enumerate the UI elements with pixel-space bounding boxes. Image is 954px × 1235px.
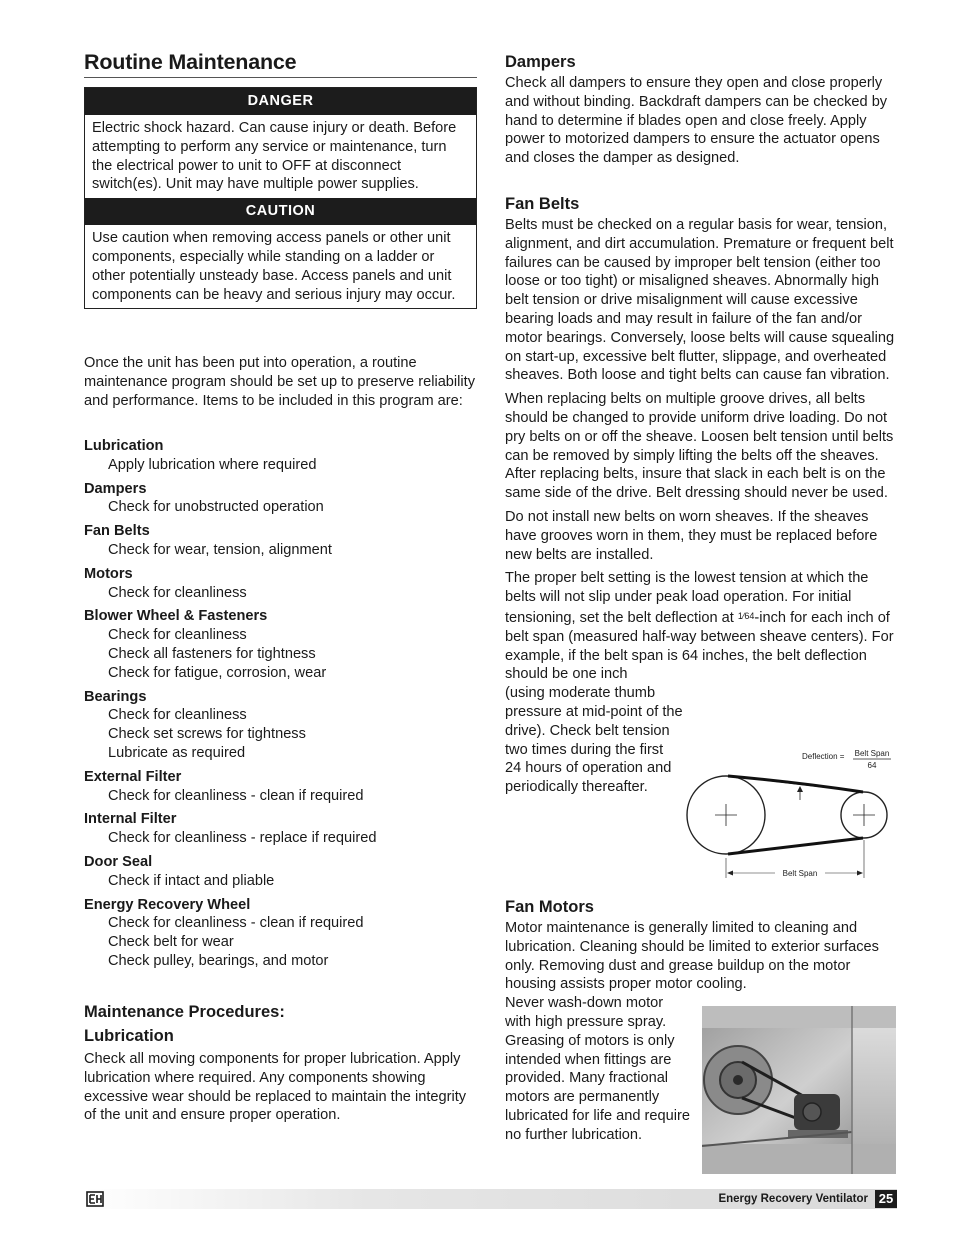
belt-tension-text-b: -inch for each inch of belt span (measured half-way between sheave centers). For example, if the belt span is 64 inches, the belt deflection should be one inch xyxy=(505,609,894,683)
checklist-task: Check for cleanliness - clean if required xyxy=(108,787,364,804)
title-rule xyxy=(84,77,477,78)
fan-belts-wrap-text: (using moderate thumb pressure at mid-point of the drive). Check belt tension two times during the first 24 hours of operation and periodically thereafter. xyxy=(505,685,683,796)
pulley-hub xyxy=(733,1075,743,1085)
checklist-item xyxy=(84,688,477,763)
fan-belts-paragraph-3: Do not install new belts on worn sheaves. If the sheaves have grooves worn in them, they must be replaced before new belts are installed. xyxy=(505,508,878,563)
fan-belts-heading: Fan Belts xyxy=(505,195,580,213)
footer-product-name: Energy Recovery Ventilator xyxy=(718,1193,868,1205)
checklist-task: Check all fasteners for tightness xyxy=(108,645,316,662)
checklist-task: Check for wear, tension, alignment xyxy=(108,541,332,558)
procedures-heading: Maintenance Procedures: xyxy=(84,1003,285,1021)
checklist-task: Check set screws for tightness xyxy=(108,726,306,743)
checklist-item xyxy=(84,853,477,891)
checklist-item xyxy=(84,480,477,518)
checklist-heading: Motors xyxy=(84,565,133,582)
checklist-item xyxy=(84,896,477,971)
checklist-task: Check for fatigue, corrosion, wear xyxy=(108,664,327,681)
dampers-section xyxy=(505,50,897,168)
belt-deflection-diagram xyxy=(683,742,897,882)
span-label: Belt Span xyxy=(782,869,818,878)
page-title: Routine Maintenance xyxy=(84,50,297,74)
span-arrowhead-right xyxy=(857,871,863,876)
checklist-task: Check for cleanliness - clean if required xyxy=(108,915,364,932)
checklist-heading: Dampers xyxy=(84,480,147,497)
checklist-item xyxy=(84,768,477,806)
danger-heading: DANGER xyxy=(85,88,476,115)
checklist-item xyxy=(84,607,477,682)
fan-motors-wrap-text: Never wash-down motor with high pressure spray. Greasing of motors is only intended when fittings are provided. Many fractional motors are permanently lubricated for life and require no further lubrication. xyxy=(505,995,690,1143)
company-logo-icon xyxy=(86,1191,104,1207)
fan-belts-paragraph-2: When replacing belts on multiple groove drives, all belts should be changed to provide uniform drive loading. Do not pry belts on or off the sheave. Loosen belt tension until belts can be removed by simply lifting the belts off the sheaves. After replacing belts, insure that slack in each belt is on the same side of the drive. Belt dressing should never be used. xyxy=(505,391,894,502)
fan-belts-paragraph-4 xyxy=(505,569,897,684)
checklist-task: Check for cleanliness - replace if required xyxy=(108,830,377,847)
procedures-section xyxy=(84,1000,477,1125)
checklist-task: Check for cleanliness xyxy=(108,627,247,644)
maintenance-checklist xyxy=(84,437,477,976)
safety-box xyxy=(84,87,477,309)
fraction-one-sixty-fourth: 1⁄64 xyxy=(737,610,755,621)
fan-motors-text: Motor maintenance is generally limited to cleaning and lubrication. Cleaning should be limited to exterior surfaces only. Removing dust and grease buildup on the motor housing assists proper motor cooling. xyxy=(505,920,879,993)
checklist-task: Lubricate as required xyxy=(108,744,246,761)
fan-belts-paragraph-1: Belts must be checked on a regular basis for wear, tension, alignment, and dirt accumulation. Premature or frequent belt failures can be caused by improper belt tension (either too loose or too tight) or misaligned sheaves. Abnormally high belt tension or drive misalignment will cause excessive bearing loads and may result in failure of the fan and/or motor bearings. Conversely, loose belts will cause squealing on start-up, excessive belt flutter, slippage, and overheated sheaves. Both loose and tight belts can cause fan vibration. xyxy=(505,217,895,384)
lubrication-heading: Lubrication xyxy=(84,1027,174,1045)
lubrication-text: Check all moving components for proper lubrication. Apply lubrication where required. Any components showing excessive wear should be replaced to maintain the integrity of the unit and ensure proper operation. xyxy=(84,1051,467,1124)
checklist-task: Apply lubrication where required xyxy=(108,456,317,473)
checklist-heading: Fan Belts xyxy=(84,523,150,540)
belt-tension-text-a: The proper belt setting is the lowest tension at which the belts will not slip under peak load operation. For initial tensioning, set the belt deflection at xyxy=(505,570,869,626)
intro-paragraph: Once the unit has been put into operation, a routine maintenance program should be set up to preserve reliability and performance. Items to be included in this program are: xyxy=(84,355,476,409)
checklist-heading: Door Seal xyxy=(84,853,153,870)
checklist-heading: Bearings xyxy=(84,688,147,705)
deflection-label: Deflection = xyxy=(802,752,845,761)
checklist-item xyxy=(84,810,477,848)
checklist-heading: Energy Recovery Wheel xyxy=(84,896,251,913)
checklist-item xyxy=(84,565,477,603)
housing-top xyxy=(702,1006,896,1028)
checklist-heading: Lubrication xyxy=(84,438,164,454)
checklist-task: Check pulley, bearings, and motor xyxy=(108,952,329,969)
motor-photo xyxy=(702,1006,896,1174)
page-number: 25 xyxy=(875,1190,897,1208)
checklist-task: Check for cleanliness xyxy=(108,707,247,724)
span-arrowhead-left xyxy=(727,871,733,876)
deflection-numerator: Belt Span xyxy=(854,749,890,758)
caution-heading: CAUTION xyxy=(85,198,476,225)
caution-text: Use caution when removing access panels or other unit components, especially while standing on a ladder or other potentially unsteady base. Access panels and unit components can be heavy and serious injury may occur. xyxy=(92,230,456,303)
checklist-heading: Blower Wheel & Fasteners xyxy=(84,608,268,625)
fan-motors-heading: Fan Motors xyxy=(505,898,594,916)
dampers-text: Check all dampers to ensure they open and close properly and without binding. Backdraft dampers can be checked by hand to determine if blades open and close freely. Apply power to motorized dampers to ensure the actuator opens and closes the damper as designed. xyxy=(505,75,888,167)
checklist-item xyxy=(84,522,477,560)
checklist-heading: External Filter xyxy=(84,768,182,785)
deflection-arrowhead xyxy=(797,786,803,792)
housing-floor xyxy=(702,1144,896,1174)
checklist-task: Check for unobstructed operation xyxy=(108,499,324,516)
checklist-heading: Internal Filter xyxy=(84,811,177,828)
checklist-task: Check if intact and pliable xyxy=(108,872,275,889)
checklist-task: Check belt for wear xyxy=(108,934,234,951)
deflection-denominator: 64 xyxy=(867,761,877,770)
checklist-task: Check for cleanliness xyxy=(108,584,247,601)
danger-text: Electric shock hazard. Can cause injury or death. Before attempting to perform any service or maintenance, turn the electrical power to unit to OFF at disconnect switch(es). Unit may have multiple power supplies. xyxy=(92,120,457,193)
fan-belts-section xyxy=(505,192,897,797)
motor-pulley xyxy=(803,1103,821,1121)
checklist-item xyxy=(84,437,477,475)
dampers-heading: Dampers xyxy=(505,53,576,71)
